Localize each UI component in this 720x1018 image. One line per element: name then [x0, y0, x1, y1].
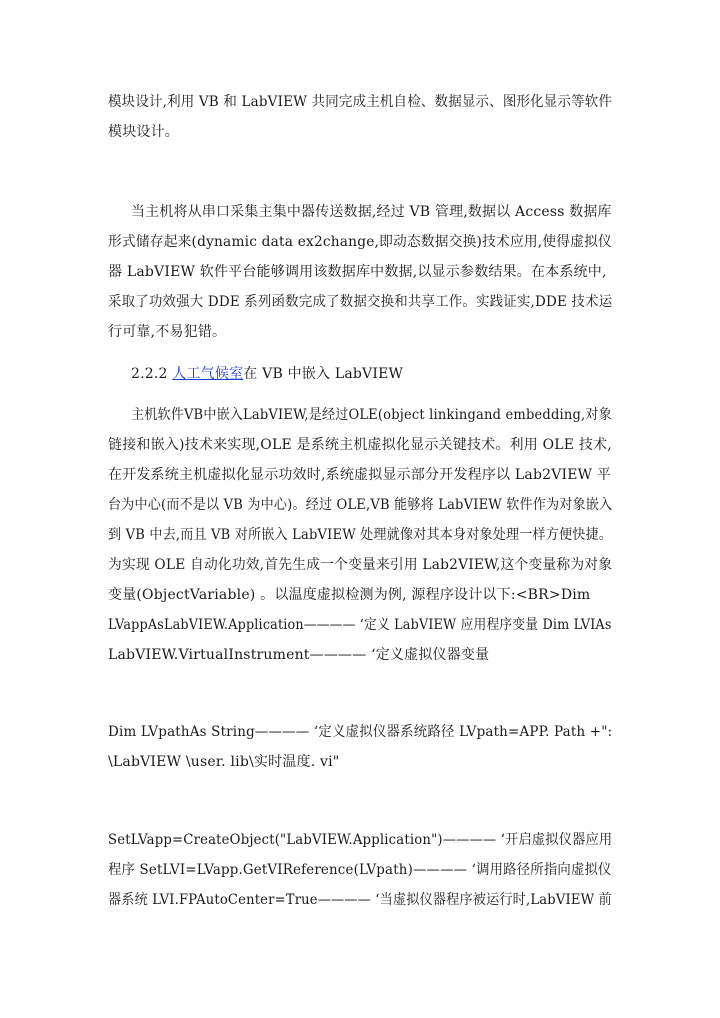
code-line: SetLVapp=CreateObject("LabVIEW.Application")———— ‘开启虚拟仪器应用 [108, 832, 613, 848]
section-title-text: 在 VB 中嵌入 LabVIEW [243, 366, 404, 382]
section-number: 2.2.2 [131, 366, 168, 382]
paragraph-line: 行可靠,不易犯错。 [108, 324, 227, 340]
paragraph-line: 模块设计,利用 VB 和 LabVIEW 共同完成主机自检、数据显示、图形化显示等软件 [108, 94, 613, 110]
paragraph-line: 模块设计。 [108, 124, 179, 140]
paragraph-line: 变量(ObjectVariable) 。以温度虚拟检测为例, 源程序设计以下:<BR>Dim [108, 587, 591, 603]
paragraph-line: 在开发系统主机虚拟化显示功效时,系统虚拟显示部分开发程序以 Lab2VIEW 平 [108, 467, 612, 483]
paragraph-line: LabVIEW.VirtualInstrument———— ‘定义虚拟仪器变量 [108, 647, 490, 663]
paragraph-line: 主机软件VB中嵌入LabVIEW,是经过OLE(object linkingand embedding,对象 [131, 407, 612, 423]
code-line: 程序 SetLVI=LVapp.GetVIReference(LVpath)———— ‘调用路径所指向虚拟仪 [108, 862, 612, 878]
paragraph-line: 链接和嵌入)技术来实现,OLE 是系统主机虚拟化显示关键技术。利用 OLE 技术, [108, 437, 612, 453]
paragraph-line: 采取了功效强大 DDE 系列函数完成了数据交换和共享工作。实践证实,DDE 技术运 [108, 294, 613, 310]
code-line: 器系统 LVI.FPAutoCenter=True———— ‘当虚拟仪器程序被运行时,LabVIEW 前 [108, 892, 612, 908]
section-heading [131, 364, 403, 384]
code-line: Dim LVpathAs String———— ‘定义虚拟仪器系统路径 LVpath=APP. Path +": [108, 724, 613, 740]
paragraph-line: 器 LabVIEW 软件平台能够调用该数据库中数据,以显示参数结果。在本系统中, [108, 264, 607, 280]
paragraph-line: 当主机将从串口采集主集中器传送数据,经过 VB 管理,数据以 Access 数据库 [131, 204, 612, 220]
code-line: \LabVIEW \user. lib\实时温度. vi" [108, 754, 340, 770]
paragraph-line: 形式储存起来(dynamic data ex2change,即动态数据交换)技术应用,使得虚拟仪 [108, 234, 612, 250]
heading-link[interactable]: 人工气候室 [172, 366, 244, 382]
paragraph-line: LVappAsLabVIEW.Application———— ‘定义 LabVIEW 应用程序变量 Dim LVIAs [108, 617, 612, 633]
paragraph-line: 到 VB 中去,而且 VB 对所嵌入 LabVIEW 处理就像对其本身对象处理一样方便快捷。 [108, 527, 612, 543]
paragraph-line: 为实现 OLE 自动化功效,首先生成一个变量来引用 Lab2VIEW,这个变量称为对象 [108, 557, 613, 573]
paragraph-line: 台为中心(而不是以 VB 为中心)。经过 OLE,VB 能够将 LabVIEW 软件作为对象嵌入 [108, 497, 613, 513]
